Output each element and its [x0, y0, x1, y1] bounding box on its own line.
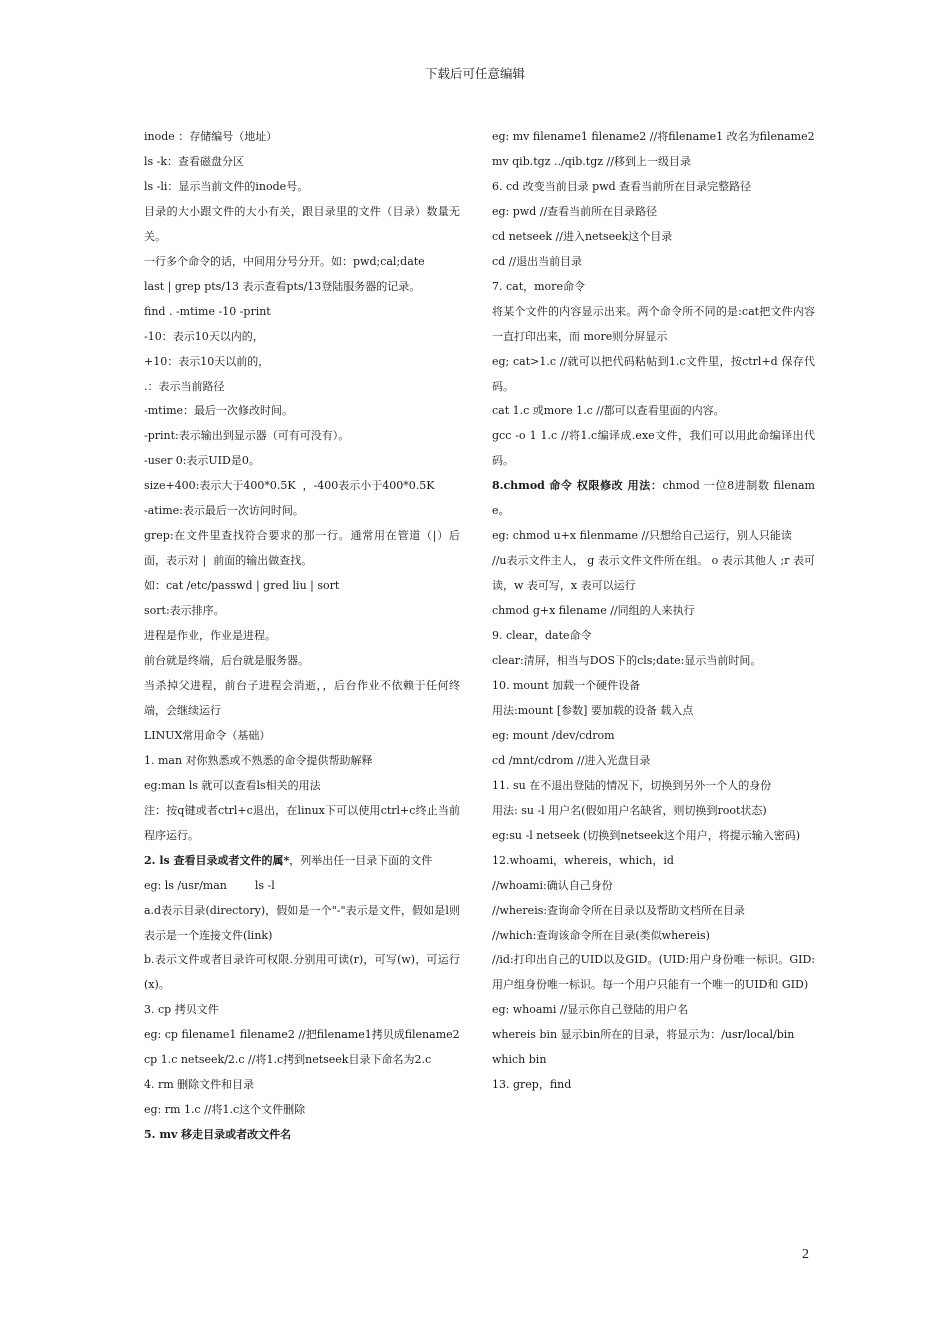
text-line [144, 125, 460, 150]
line-text: -mtime：最后一次修改时间。 [144, 404, 294, 418]
text-line [144, 1098, 460, 1123]
line-text: eg:man ls 就可以查看ls相关的用法 [144, 778, 321, 792]
text-line [144, 175, 460, 200]
line-text: eg: mv filename1 filename2 //将filename1 改名为filename2 [492, 130, 815, 143]
left-column [144, 125, 460, 1148]
line-text: eg: whoami //显示你自己登陆的用户名 [492, 1003, 689, 1017]
line-text: whereis bin 显示bin所在的目录，将显示为：/usr/local/bin [492, 1028, 795, 1042]
text-line [144, 674, 460, 724]
line-text: 将某个文件的内容显示出来。两个命令所不同的是:cat把文件内容一直打印出来，而 more则分屏显示 [492, 304, 815, 343]
line-text: chmod g+x filename //同组的人来执行 [492, 604, 695, 618]
text-line [492, 924, 815, 949]
line-text: 1. man 对你熟悉或不熟悉的命令提供帮助解释 [144, 753, 373, 767]
line-text: clear:清屏，相当与DOS下的cls;date:显示当前时间。 [492, 654, 762, 668]
text-line [492, 799, 815, 824]
text-line [492, 300, 815, 350]
text-line [492, 948, 815, 998]
text-line [492, 899, 815, 924]
text-line [144, 574, 460, 599]
text-line [492, 599, 815, 624]
line-text: eg; cat>1.c //就可以把代码粘帖到1.c文件里，按ctrl+d 保存代码。 [492, 354, 815, 393]
right-column [492, 125, 815, 1098]
text-line [144, 275, 460, 300]
line-text: //whoami:确认自己身份 [492, 878, 613, 892]
line-text: LINUX常用命令（基础） [144, 728, 271, 742]
text-line [492, 275, 815, 300]
text-line [492, 524, 815, 549]
line-text: cd netseek //进入netseek这个目录 [492, 229, 673, 243]
text-line [492, 250, 815, 275]
line-text: cd /mnt/cdrom //进入光盘目录 [492, 753, 651, 767]
text-line [144, 325, 460, 350]
line-text: cd //退出当前目录 [492, 254, 583, 268]
line-text: eg: cp filename1 filename2 //把filename1拷贝成filename2 [144, 1028, 460, 1042]
line-text: 用法:mount [参数] 要加载的设备 载入点 [492, 703, 694, 717]
text-line [144, 499, 460, 524]
text-line [144, 649, 460, 674]
line-text: 如：cat /etc/passwd | gred liu | sort [144, 579, 340, 593]
line-text: eg: pwd //查看当前所在目录路径 [492, 204, 658, 218]
text-line [144, 998, 460, 1023]
line-text: 11. su 在不退出登陆的情况下，切换到另外一个人的身份 [492, 778, 772, 792]
line-text: b.表示文件或者目录许可权限.分别用可读(r)，可写(w)，可运行(x)。 [144, 953, 460, 992]
text-line [144, 1023, 460, 1048]
text-line [144, 624, 460, 649]
line-text: ，列举出任一目录下面的文件 [289, 853, 433, 867]
line-text: ls -li：显示当前文件的inode号。 [144, 179, 309, 193]
text-line [144, 724, 460, 749]
line-text: chmod 一位8进制数 filename。 [492, 479, 815, 518]
text-line [144, 150, 460, 175]
line-text: which bin [492, 1053, 547, 1067]
line-text: 7. cat，more命令 [492, 279, 585, 293]
line-text: -atime:表示最后一次访问时间。 [144, 504, 304, 518]
line-text: 当杀掉父进程，前台子进程会消逝，，后台作业不依赖于任何终端，会继续运行 [144, 678, 460, 717]
line-text: mv qib.tgz ../qib.tgz //移到上一级目录 [492, 154, 691, 168]
text-line [144, 874, 460, 899]
line-text: eg:su -l netseek (切换到netseek这个用户，将提示输入密码) [492, 828, 800, 842]
text-line [492, 624, 815, 649]
text-line [492, 225, 815, 250]
text-line [144, 1073, 460, 1098]
text-line [492, 649, 815, 674]
page-header: 下载后可任意编辑 [424, 66, 525, 81]
bold-heading: 8.chmod 命令 权限修改 用法： [492, 479, 663, 493]
line-text: //u表示文件主人， g 表示文件文件所在组。 o 表示其他人 ;r 表可读，w 表可写，x 表可以运行 [492, 554, 815, 593]
line-text: -user 0:表示UID是0。 [144, 454, 260, 468]
line-text: 注：按q键或者ctrl+c退出，在linux下可以使用ctrl+c终止当前程序运行。 [144, 803, 460, 842]
text-line [492, 399, 815, 424]
line-text: -print:表示输出到显示器（可有可没有）。 [144, 429, 350, 443]
text-line [144, 424, 460, 449]
line-text: 9. clear，date命令 [492, 629, 592, 643]
line-text: last | grep pts/13 表示查看pts/13登陆服务器的记录。 [144, 279, 421, 293]
text-line [492, 998, 815, 1023]
text-line [144, 375, 460, 400]
line-text: find . -mtime -10 -print [144, 304, 271, 318]
text-line [492, 150, 815, 175]
line-text: 用法: su -l 用户名(假如用户名缺省，则切换到root状态) [492, 803, 767, 817]
text-line [492, 699, 815, 724]
line-text: +10：表示10天以前的， [144, 354, 270, 368]
text-line [492, 1073, 815, 1098]
text-line [144, 749, 460, 774]
text-line [492, 824, 815, 849]
line-text: eg: chmod u+x filenmame //只想给自己运行，别人只能读 [492, 529, 792, 543]
text-line [144, 1123, 460, 1148]
line-text: 13. grep，find [492, 1078, 572, 1092]
line-text: eg: ls /usr/man ls -l [144, 878, 275, 892]
line-text: grep:在文件里查找符合要求的那一行。通常用在管道（|）后面，表示对 | 前面的输出做查找。 [144, 529, 460, 568]
line-text: //whereis:查询命令所在目录以及帮助文档所在目录 [492, 903, 746, 917]
text-line [144, 200, 460, 250]
text-line [492, 350, 815, 400]
text-line [492, 674, 815, 699]
text-line [144, 300, 460, 325]
text-line [144, 799, 460, 849]
line-text: 3. cp 拷贝文件 [144, 1003, 219, 1017]
text-line [492, 424, 815, 474]
line-text: //id:打印出自己的UID以及GID。(UID:用户身份唯一标识。GID:用户组身份唯一标识。每一个用户只能有一个唯一的UID和 GID) [492, 953, 815, 992]
text-line [492, 749, 815, 774]
line-text: inode ：存储编号（地址） [144, 130, 278, 143]
text-line [144, 399, 460, 424]
text-line [492, 474, 815, 524]
text-line [144, 1048, 460, 1073]
text-line [144, 599, 460, 624]
line-text: eg: rm 1.c //将1.c这个文件删除 [144, 1103, 306, 1117]
text-line [144, 524, 460, 574]
bold-heading: 2. ls 查看目录或者文件的属* [144, 853, 290, 867]
line-text: -10：表示10天以内的， [144, 329, 264, 343]
text-line [492, 1023, 815, 1048]
line-text: cat 1.c 或more 1.c //都可以查看里面的内容。 [492, 404, 725, 418]
line-text: gcc -o 1 1.c //将1.c编译成.exe文件，我们可以用此命编译出代码。 [492, 429, 815, 468]
line-text: sort:表示排序。 [144, 604, 225, 618]
text-line [144, 849, 460, 874]
text-line [144, 449, 460, 474]
bold-heading: 5. mv 移走目录或者改文件名 [144, 1128, 292, 1142]
line-text: 前台就是终端，后台就是服务器。 [144, 654, 309, 668]
line-text: .：表示当前路径 [144, 379, 225, 393]
line-text: cp 1.c netseek/2.c //将1.c拷到netseek目录下命名为2.c [144, 1053, 432, 1067]
text-line [492, 549, 815, 599]
line-text: 进程是作业，作业是进程。 [144, 629, 276, 643]
text-line [492, 724, 815, 749]
text-line [492, 200, 815, 225]
line-text: size+400:表示大于400*0.5K ，-400表示小于400*0.5K [144, 479, 435, 493]
text-line [492, 774, 815, 799]
text-line [144, 948, 460, 998]
text-line [144, 250, 460, 275]
line-text: 10. mount 加载一个硬件设备 [492, 678, 641, 692]
line-text: 一行多个命令的话，中间用分号分开。如：pwd;cal;date [144, 254, 425, 268]
line-text: //which:查询该命令所在目录(类似whereis) [492, 928, 710, 942]
page-number: 2 [802, 1247, 809, 1262]
line-text: 6. cd 改变当前目录 pwd 查看当前所在目录完整路径 [492, 179, 752, 193]
text-line [144, 899, 460, 949]
text-line [144, 474, 460, 499]
line-text: ls -k：查看磁盘分区 [144, 154, 245, 168]
line-text: eg: mount /dev/cdrom [492, 728, 615, 742]
text-line [492, 175, 815, 200]
text-line [144, 774, 460, 799]
line-text: a.d表示目录(directory)，假如是一个"-"表示是文件，假如是l则表示是一个连接文件(link) [144, 903, 460, 942]
text-line [492, 125, 815, 150]
text-line [492, 1048, 815, 1073]
text-line [144, 350, 460, 375]
line-text: 4. rm 删除文件和目录 [144, 1078, 255, 1092]
line-text: 目录的大小跟文件的大小有关，跟目录里的文件（目录）数量无关。 [144, 204, 460, 243]
text-line [492, 849, 815, 874]
text-line [492, 874, 815, 899]
line-text: 12.whoami，whereis，which，id [492, 853, 674, 867]
